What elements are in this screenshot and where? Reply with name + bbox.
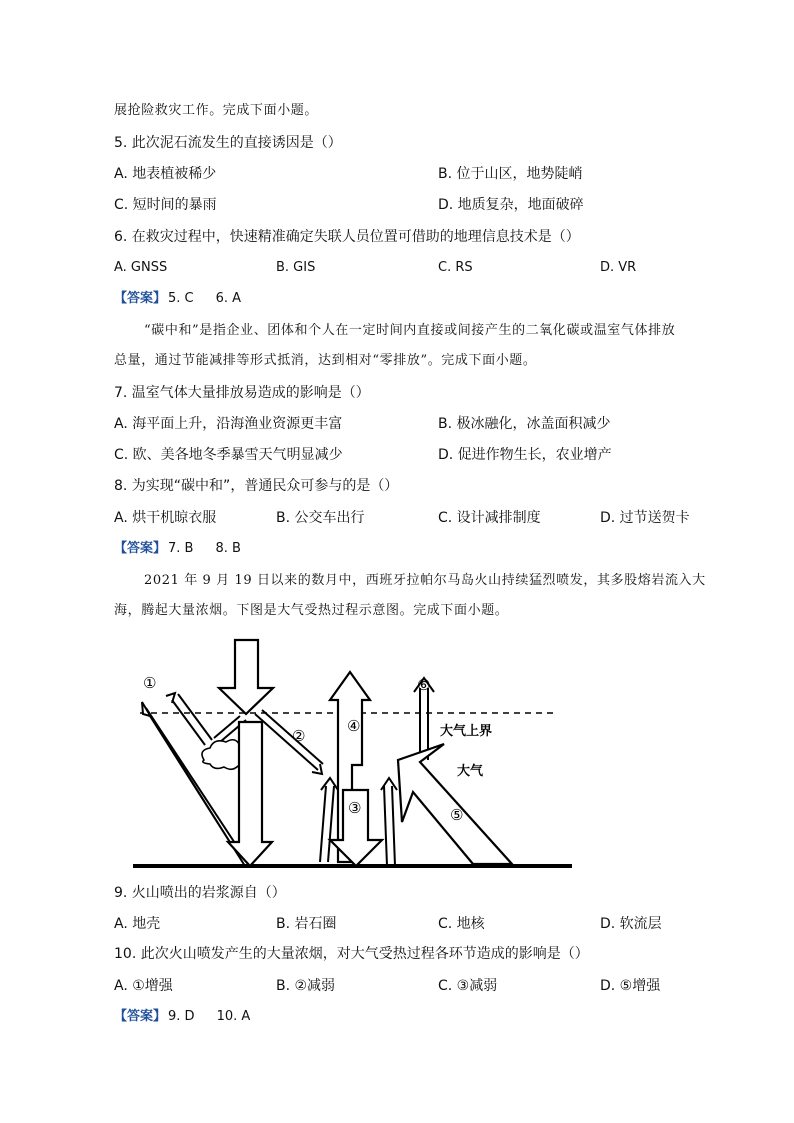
answer-line	[114, 1007, 250, 1027]
q9-option-c: C. 地核	[438, 916, 485, 932]
q10-option-a: A. ①增强	[114, 978, 173, 994]
q6-option-d: D. VR	[600, 260, 637, 275]
q8-option-a: A. 烘干机晾衣服	[114, 510, 217, 526]
q6-option-c: C. RS	[438, 260, 473, 275]
q9-option-a: A. 地壳	[114, 916, 161, 932]
q10-option-d: D. ⑤增强	[600, 978, 661, 994]
passage-text: 海，腾起大量浓烟。下图是大气受热过程示意图。完成下面小题。	[114, 603, 509, 618]
question-10-stem: 10. 此次火山喷发产生的大量浓烟，对大气受热过程各环节造成的影响是（）	[114, 946, 589, 962]
q6-option-a: A. GNSS	[114, 260, 168, 275]
passage-text: 总量，通过节能减排等形式抵消，达到相对“零排放”。完成下面小题。	[114, 353, 537, 368]
scatter-arrow-2	[255, 714, 318, 770]
answer-value: 10. A	[216, 1009, 251, 1024]
marker-2: ②	[292, 727, 306, 745]
passage-text: “碳中和”是指企业、团体和个人在一定时间内直接或间接产生的二氧化碳或温室气体排放	[144, 323, 676, 338]
question-5-stem: 5. 此次泥石流发生的直接诱因是（）	[114, 135, 342, 151]
answer-value: 5. C	[168, 291, 194, 306]
atmospheric-radiation-band-5	[398, 744, 512, 864]
q10-option-c: C. ③减弱	[438, 978, 498, 994]
q7-option-a: A. 海平面上升，沿海渔业资源更丰富	[114, 416, 343, 432]
question-9-stem: 9. 火山喷出的岩浆源自（）	[114, 885, 286, 901]
small-up-arrow	[384, 786, 387, 866]
label-atmosphere: 大气	[457, 764, 484, 779]
q5-option-b: B. 位于山区，地势陡峭	[438, 166, 583, 182]
answer-line	[114, 539, 241, 559]
q8-option-d: D. 过节送贺卡	[600, 510, 690, 526]
q8-option-b: B. 公交车出行	[276, 510, 365, 526]
answer-tag: 【答案】	[114, 541, 167, 556]
atmosphere-heating-diagram	[0, 620, 794, 880]
q9-option-d: D. 软流层	[600, 916, 662, 932]
question-6-stem: 6. 在救灾过程中，快速精准确定失联人员位置可借助的地理信息技术是（）	[114, 229, 580, 245]
question-8-stem: 8. 为实现“碳中和”，普通民众可参与的是（）	[114, 478, 399, 494]
answer-value: 9. D	[168, 1009, 195, 1024]
solar-radiation-arrow	[219, 640, 273, 714]
q6-option-b: B. GIS	[276, 260, 316, 275]
marker-4: ④	[347, 717, 361, 735]
marker-6: ⑥	[417, 676, 431, 694]
q7-option-d: D. 促进作物生长，农业增产	[438, 447, 612, 463]
answer-value: 8. B	[215, 541, 241, 556]
label-upper-atmosphere: 大气上界	[440, 724, 493, 739]
question-7-stem: 7. 温室气体大量排放易造成的影响是（）	[114, 385, 370, 401]
passage-text: 展抢险救灾工作。完成下面小题。	[114, 103, 319, 118]
answer-tag: 【答案】	[114, 291, 167, 306]
q5-option-d: D. 地质复杂，地面破碎	[438, 197, 584, 213]
passage-text: 2021 年 9 月 19 日以来的数月中，西班牙拉帕尔马岛火山持续猛烈喷发，其多股熔岩流入大	[144, 573, 706, 588]
small-up-arrow	[320, 786, 326, 862]
q9-option-b: B. 岩石圈	[276, 916, 337, 932]
answer-value: 6. A	[215, 291, 242, 306]
q7-option-b: B. 极冰融化，冰盖面积减少	[438, 416, 611, 432]
q5-option-a: A. 地表植被稀少	[114, 166, 217, 182]
q10-option-b: B. ②减弱	[276, 978, 336, 994]
q5-option-c: C. 短时间的暴雨	[114, 197, 217, 213]
q7-option-c: C. 欧、美各地冬季暴雪天气明显减少	[114, 447, 343, 463]
answer-value: 7. B	[168, 541, 194, 556]
answer-line	[114, 289, 241, 309]
marker-1: ①	[143, 674, 157, 692]
marker-3: ③	[348, 799, 362, 817]
marker-5: ⑤	[450, 806, 464, 824]
answer-tag: 【答案】	[114, 1009, 167, 1024]
q8-option-c: C. 设计减排制度	[438, 510, 541, 526]
